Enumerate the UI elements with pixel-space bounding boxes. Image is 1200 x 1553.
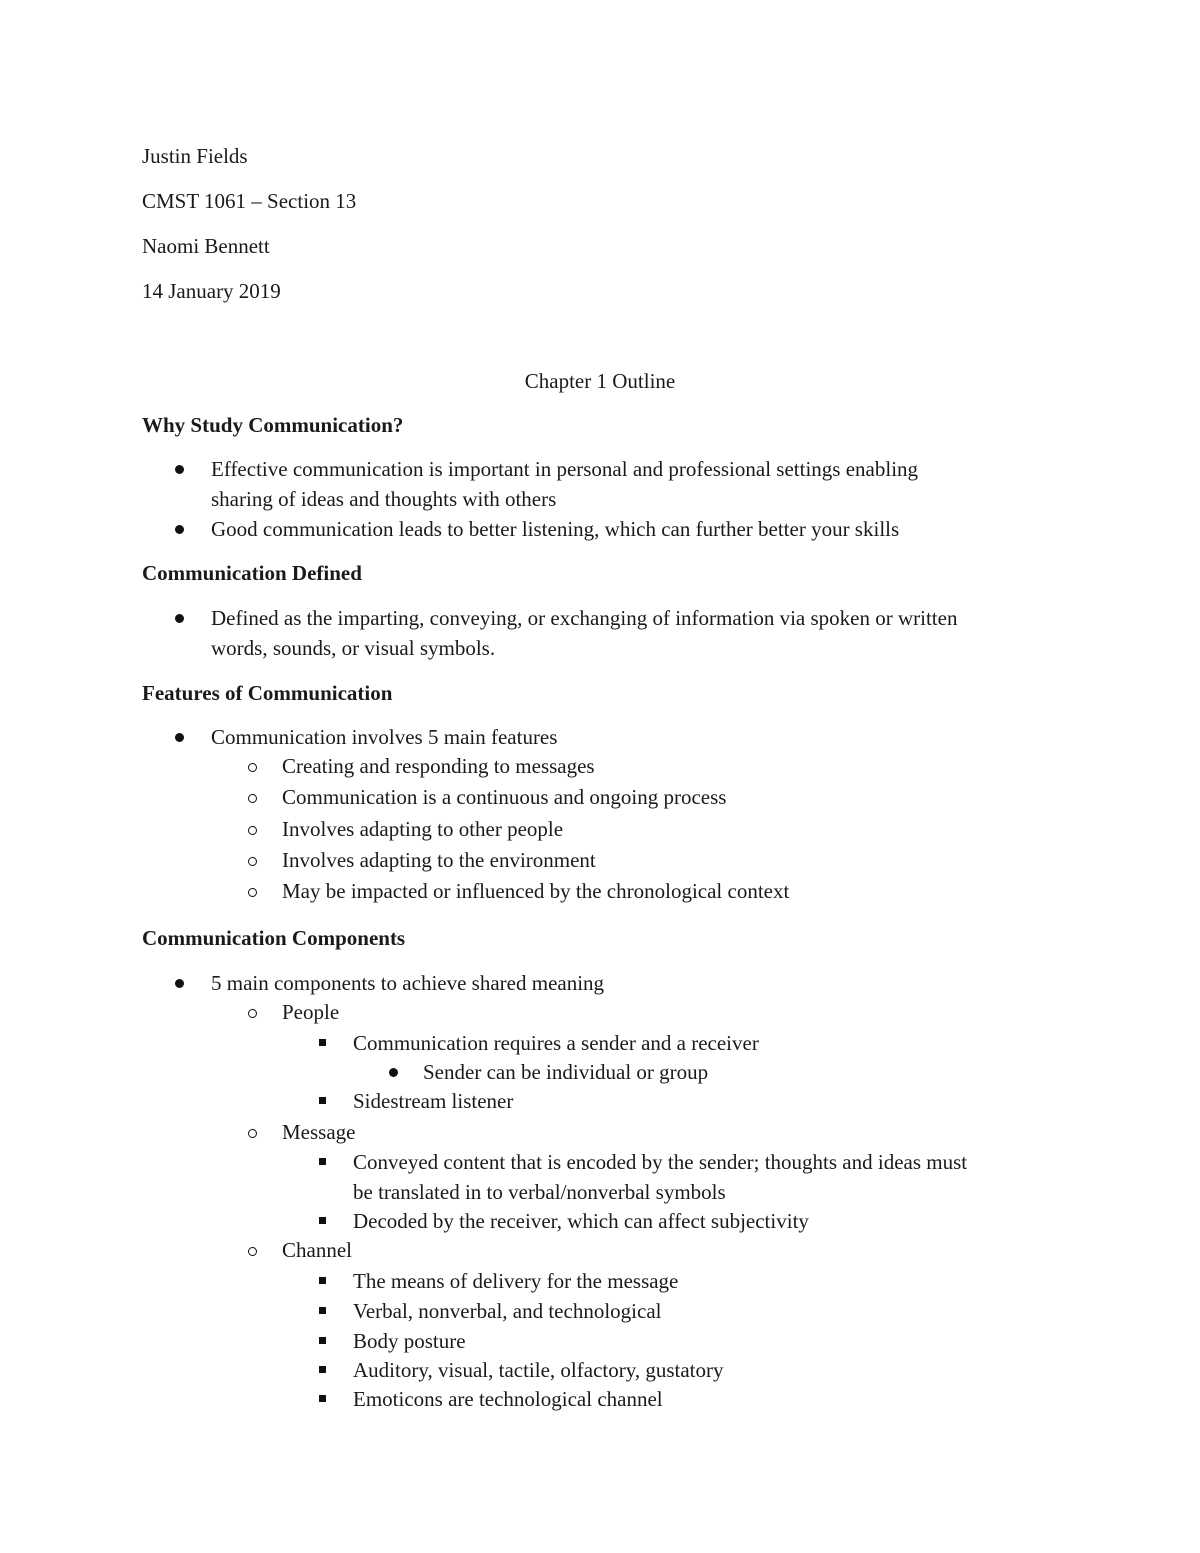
bullet-icon [175, 525, 184, 534]
bullet-icon [175, 465, 184, 474]
square-bullet-icon [319, 1277, 326, 1284]
sub-list-item-people: People [282, 1000, 340, 1024]
section-heading-why: Why Study Communication? [142, 413, 404, 437]
bullet-icon [175, 979, 184, 988]
circle-bullet-icon [248, 763, 257, 772]
level-four-list-item: Sender can be individual or group [423, 1060, 709, 1084]
bullet-icon [175, 733, 184, 742]
circle-bullet-icon [248, 888, 257, 897]
sub-list-item: Creating and responding to messages [282, 754, 595, 778]
document-title: Chapter 1 Outline [524, 369, 676, 393]
student-name: Justin Fields [142, 144, 248, 168]
sub-sub-list-item: Auditory, visual, tactile, olfactory, gustatory [353, 1358, 724, 1382]
list-item-continuation: sharing of ideas and thoughts with others [211, 487, 557, 511]
square-bullet-icon [319, 1307, 326, 1314]
sub-list-item: May be impacted or influenced by the chronological context [282, 879, 790, 903]
sub-sub-list-item: Decoded by the receiver, which can affect subjectivity [353, 1209, 809, 1233]
instructor-name: Naomi Bennett [142, 234, 270, 258]
list-item-continuation: words, sounds, or visual symbols. [211, 636, 496, 660]
sub-sub-list-item: Communication requires a sender and a receiver [353, 1031, 759, 1055]
document-date: 14 January 2019 [142, 279, 281, 303]
list-item: Communication involves 5 main features [211, 725, 558, 749]
section-heading-components: Communication Components [142, 926, 406, 950]
course-name: CMST 1061 – Section 13 [142, 189, 357, 213]
circle-bullet-icon [248, 794, 257, 803]
square-bullet-icon [319, 1395, 326, 1402]
sub-sub-list-item-continuation: be translated in to verbal/nonverbal symbols [353, 1180, 726, 1204]
sub-sub-list-item: Verbal, nonverbal, and technological [353, 1299, 662, 1323]
square-bullet-icon [319, 1097, 326, 1104]
sub-sub-list-item: Emoticons are technological channel [353, 1387, 663, 1411]
list-item: Good communication leads to better listening, which can further better your skills [211, 517, 900, 541]
circle-bullet-icon [248, 826, 257, 835]
sub-sub-list-item: Body posture [353, 1329, 466, 1353]
square-bullet-icon [319, 1366, 326, 1373]
list-item: 5 main components to achieve shared meaning [211, 971, 605, 995]
bullet-icon [389, 1068, 398, 1077]
section-heading-defined: Communication Defined [142, 561, 362, 585]
square-bullet-icon [319, 1158, 326, 1165]
sub-list-item-channel: Channel [282, 1238, 352, 1262]
sub-list-item: Involves adapting to other people [282, 817, 564, 841]
bullet-icon [175, 614, 184, 623]
circle-bullet-icon [248, 1247, 257, 1256]
square-bullet-icon [319, 1039, 326, 1046]
sub-list-item: Involves adapting to the environment [282, 848, 596, 872]
section-heading-features: Features of Communication [142, 681, 393, 705]
sub-sub-list-item: Conveyed content that is encoded by the sender; thoughts and ideas must [353, 1150, 968, 1174]
sub-sub-list-item: Sidestream listener [353, 1089, 514, 1113]
square-bullet-icon [319, 1337, 326, 1344]
list-item: Defined as the imparting, conveying, or exchanging of information via spoken or written [211, 606, 958, 630]
circle-bullet-icon [248, 857, 257, 866]
square-bullet-icon [319, 1217, 326, 1224]
sub-sub-list-item: The means of delivery for the message [353, 1269, 679, 1293]
sub-list-item: Communication is a continuous and ongoing process [282, 785, 727, 809]
circle-bullet-icon [248, 1009, 257, 1018]
sub-list-item-message: Message [282, 1120, 356, 1144]
list-item: Effective communication is important in personal and professional settings enabling [211, 457, 919, 481]
circle-bullet-icon [248, 1129, 257, 1138]
